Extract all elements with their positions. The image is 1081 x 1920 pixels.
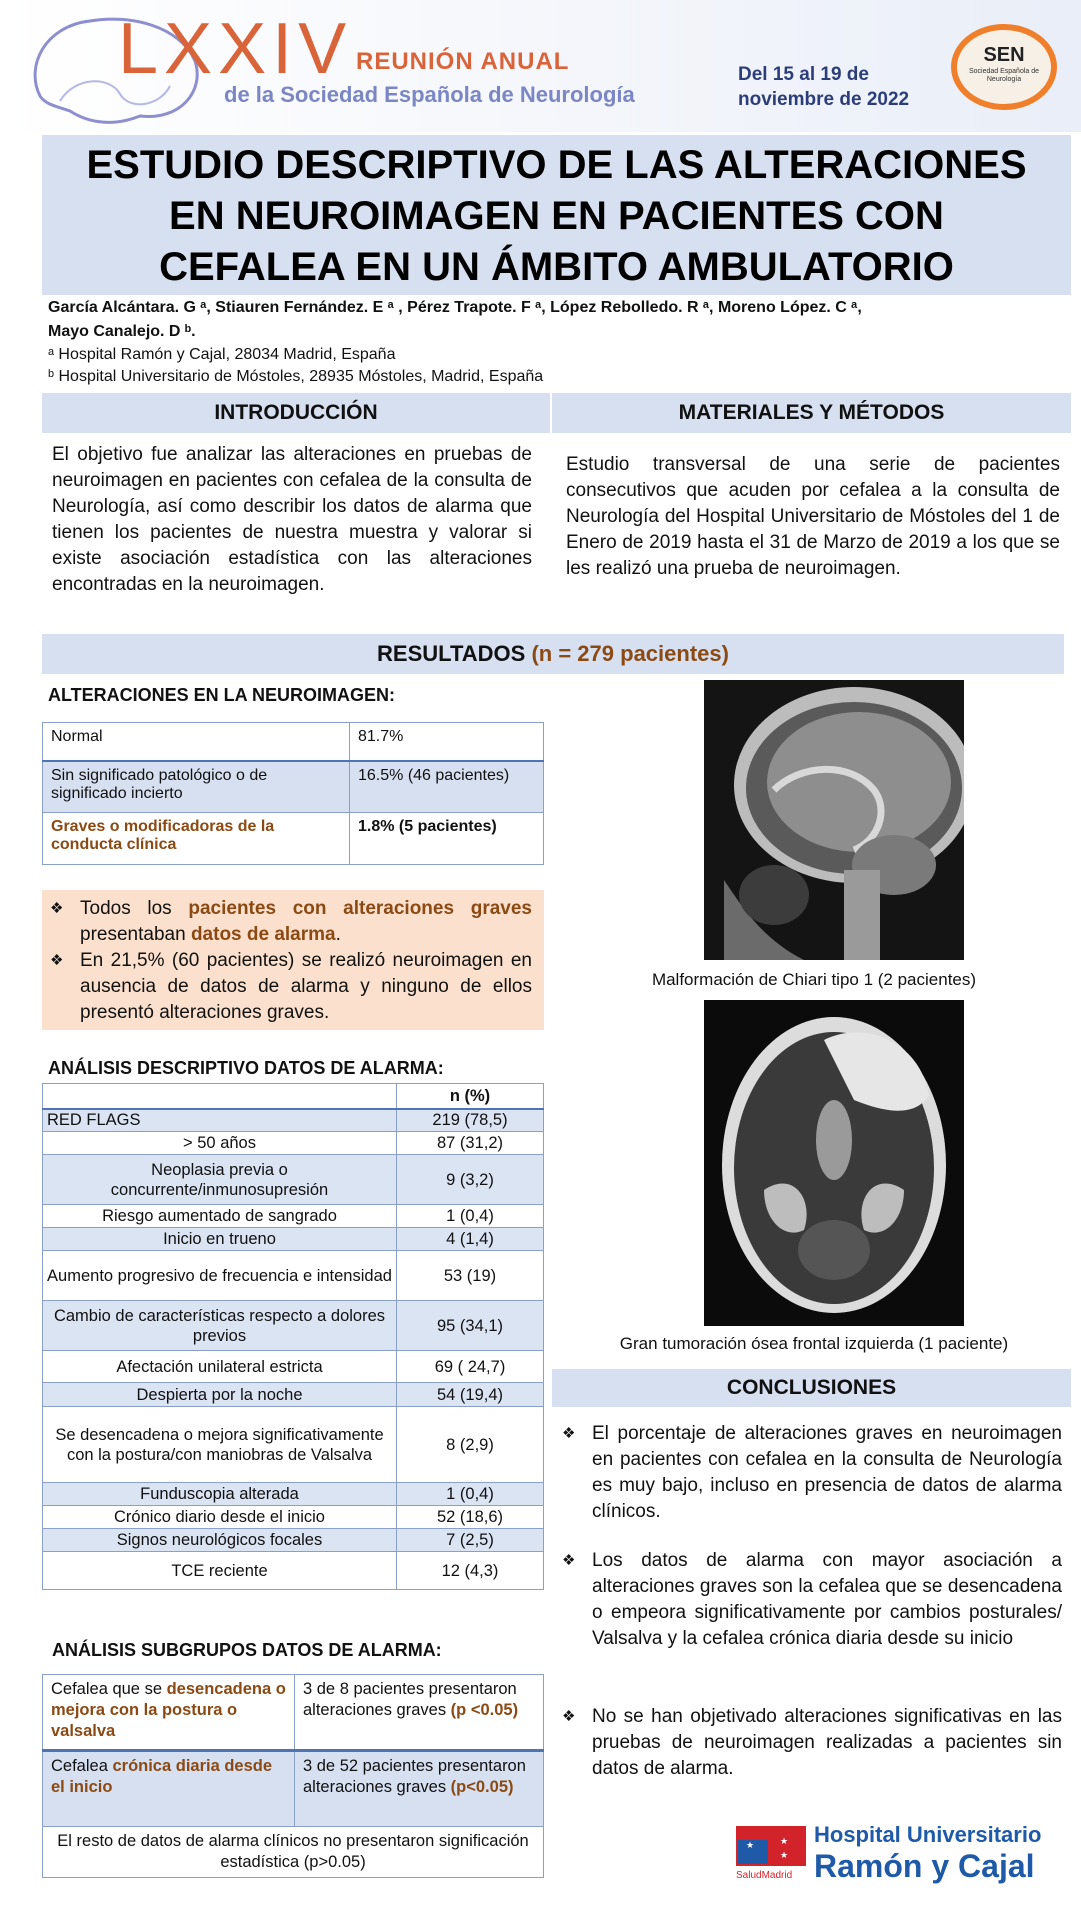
- row-value: 54 (19,4): [397, 1383, 544, 1407]
- row-value-text: 3 de 8 pacientes presentaron alteraciones graves: [303, 1680, 517, 1719]
- mri-sagittal-image: [704, 680, 964, 960]
- table-row: [43, 1506, 544, 1529]
- row-value: 1 (0,4): [397, 1483, 544, 1506]
- bullet-diamond-icon: ❖: [562, 1708, 576, 1725]
- row-label: Afectación unilateral estricta: [43, 1351, 397, 1383]
- row-value: [295, 1675, 544, 1751]
- table-row: [43, 1483, 544, 1506]
- sen-logo-icon: [950, 22, 1058, 112]
- conclusion-text: Los datos de alarma con mayor asociación a alteraciones graves son la cefalea que se desencadena o empeora significativamente por cambios posturales/ Valsalva y la cefalea crónica diaria desde su inicio: [592, 1550, 1062, 1649]
- row-label: Graves o modificadoras de la conducta clínica: [43, 813, 350, 865]
- table-row: [43, 1228, 544, 1251]
- affiliations: [48, 344, 543, 388]
- row-label: Crónico diario desde el inicio: [43, 1506, 397, 1529]
- society-name: de la Sociedad Española de Neurología: [224, 82, 635, 107]
- affiliation-b: ᵇ Hospital Universitario de Móstoles, 28935 Móstoles, Madrid, España: [48, 368, 544, 385]
- list-item: [42, 896, 532, 948]
- authors: [48, 296, 1058, 344]
- alarm-summary-box: [42, 890, 544, 1030]
- row-label: [43, 1675, 295, 1751]
- row-label: > 50 años: [43, 1132, 397, 1155]
- row-label: Riesgo aumentado de sangrado: [43, 1205, 397, 1228]
- row-label: Neoplasia previa o concurrente/inmunosupresión: [43, 1155, 397, 1205]
- table-row: [43, 723, 544, 761]
- table-row: [43, 1383, 544, 1407]
- results-heading: [42, 634, 1064, 674]
- authors-line-1: García Alcántara. G ᵃ, Stiauren Fernández. E ᵃ , Pérez Trapote. F ᵃ, López Rebolledo. R ᵃ, Moreno López. C ᵃ,: [48, 299, 862, 316]
- table-row: [43, 1301, 544, 1351]
- bullet-diamond-icon: ❖: [50, 952, 64, 969]
- column-header: n (%): [397, 1084, 544, 1109]
- saludmadrid-label: SaludMadrid: [736, 1870, 793, 1881]
- table-row: [43, 1351, 544, 1383]
- row-label: Cambio de características respecto a dolores previos: [43, 1301, 397, 1351]
- table-row: [43, 761, 544, 813]
- row-value: 12 (4,3): [397, 1552, 544, 1590]
- image-caption-chiari: Malformación de Chiari tipo 1 (2 pacientes): [651, 970, 977, 989]
- methods-heading: MATERIALES Y MÉTODOS: [552, 393, 1071, 433]
- hospital-name-line-2: Ramón y Cajal: [814, 1848, 1035, 1884]
- row-label: Signos neurológicos focales: [43, 1529, 397, 1552]
- table-row: [43, 1109, 544, 1132]
- subgroups-table: [42, 1674, 544, 1878]
- row-value: [295, 1751, 544, 1827]
- intro-heading: INTRODUCCIÓN: [42, 393, 550, 433]
- row-value: 95 (34,1): [397, 1301, 544, 1351]
- svg-text:★: ★: [780, 1837, 789, 1847]
- list-item: [42, 948, 532, 1026]
- bullet-diamond-icon: ❖: [50, 900, 64, 917]
- bullet-diamond-icon: ❖: [562, 1425, 576, 1442]
- conclusion-item: [562, 1421, 1062, 1525]
- bullet-diamond-icon: ❖: [562, 1552, 576, 1569]
- dates-line-2: noviembre de 2022: [738, 89, 910, 110]
- row-label-highlight: crónica diaria desde el inicio: [51, 1757, 273, 1796]
- congress-dates: [738, 62, 909, 112]
- row-label: Se desencadena o mejora significativamente con la postura/con maniobras de Valsalva: [43, 1407, 397, 1483]
- table-row: [43, 1251, 544, 1301]
- descriptive-heading: ANÁLISIS DESCRIPTIVO DATOS DE ALARMA:: [48, 1058, 444, 1078]
- row-value: 9 (3,2): [397, 1155, 544, 1205]
- mri-sagittal-icon: [704, 680, 964, 960]
- ct-axial-icon: [704, 1000, 964, 1326]
- row-label: Aumento progresivo de frecuencia e intensidad: [43, 1251, 397, 1301]
- p-value: (p <0.05): [450, 1701, 519, 1719]
- table-row: [43, 1205, 544, 1228]
- p-value: (p<0.05): [450, 1778, 514, 1796]
- row-label: [43, 1751, 295, 1827]
- madrid-stars-icon: [736, 1826, 806, 1866]
- table-footer: El resto de datos de alarma clínicos no presentaron significación estadística (p>0.05): [43, 1827, 544, 1878]
- table-row: [43, 1529, 544, 1552]
- conclusion-item: [562, 1704, 1062, 1782]
- svg-text:★: ★: [746, 1841, 755, 1851]
- hospital-name-line-1: Hospital Universitario: [814, 1822, 1042, 1847]
- header-empty-cell: [43, 1084, 397, 1109]
- subgroups-heading: ANÁLISIS SUBGRUPOS DATOS DE ALARMA:: [52, 1640, 442, 1660]
- bullet-highlight: pacientes con alteraciones graves: [188, 898, 532, 919]
- ct-axial-image: [704, 1000, 964, 1326]
- row-label-highlight: desencadena o mejora con la postura o valsalva: [51, 1680, 286, 1740]
- row-label-text: Cefalea que se: [51, 1680, 162, 1698]
- row-label: Sin significado patológico o de significado incierto: [43, 761, 350, 813]
- row-value: 8 (2,9): [397, 1407, 544, 1483]
- table-header-row: [43, 1084, 544, 1109]
- bullet-text: En 21,5% (60 pacientes) se realizó neuroimagen en ausencia de datos de alarma y ninguno de ellos presentó alteraciones graves.: [80, 950, 532, 1023]
- bullet-highlight: datos de alarma: [190, 924, 336, 945]
- dates-line-1: Del 15 al 19 de: [738, 64, 869, 85]
- conclusion-text: No se han objetivado alteraciones significativas en las pruebas de neuroimagen realizadas a pacientes sin datos de alarma.: [592, 1706, 1062, 1779]
- conclusions-heading: CONCLUSIONES: [552, 1369, 1071, 1407]
- row-value: 53 (19): [397, 1251, 544, 1301]
- conclusion-item: [562, 1548, 1062, 1652]
- row-value: 4 (1,4): [397, 1228, 544, 1251]
- row-label: Inicio en trueno: [43, 1228, 397, 1251]
- bullet-text: .: [335, 924, 341, 945]
- row-value: 87 (31,2): [397, 1132, 544, 1155]
- table-row: [43, 1132, 544, 1155]
- congress-subtitle: REUNIÓN ANUAL: [356, 48, 570, 75]
- sen-logo-sub: Sociedad Española de Neurología: [968, 68, 1040, 83]
- table-row: [43, 1552, 544, 1590]
- bullet-text: Todos los: [80, 898, 172, 919]
- conclusion-text: El porcentaje de alteraciones graves en neuroimagen en pacientes con cefalea en la consulta de Neurología es muy bajo, incluso en presencia de datos de alarma clínicos.: [592, 1423, 1062, 1522]
- table-row: [43, 1675, 544, 1751]
- neuro-heading: ALTERACIONES EN LA NEUROIMAGEN:: [48, 685, 396, 705]
- neuroimaging-table: [42, 722, 544, 865]
- authors-line-2: Mayo Canalejo. D ᵇ.: [48, 323, 196, 340]
- sen-logo: [950, 22, 1058, 112]
- row-value: 16.5% (46 pacientes): [350, 761, 544, 813]
- row-value: 219 (78,5): [397, 1109, 544, 1132]
- row-label: Funduscopia alterada: [43, 1483, 397, 1506]
- methods-text: Estudio transversal de una serie de pacientes consecutivos que acuden por cefalea a la consulta de Neurología del Hospital Universitario de Móstoles del 1 de Enero de 2019 hasta el 31 de Marzo de 2019 a los que se les realizó una prueba de neuroimagen.: [566, 454, 1060, 579]
- congress-number: LXXIV: [118, 9, 353, 89]
- title-line-3: CEFALEA EN UN ÁMBITO AMBULATORIO: [159, 245, 954, 289]
- row-value-text: 3 de 52 pacientes presentaron alteraciones graves: [303, 1757, 526, 1796]
- title-line-2: EN NEUROIMAGEN EN PACIENTES CON: [169, 194, 944, 238]
- results-n: (n = 279 pacientes): [531, 641, 729, 666]
- row-value: 52 (18,6): [397, 1506, 544, 1529]
- row-label: TCE reciente: [43, 1552, 397, 1590]
- sen-logo-text: SEN: [983, 44, 1025, 66]
- poster-title: [42, 140, 1071, 293]
- row-value: 81.7%: [350, 723, 544, 761]
- alarm-descriptive-table: [42, 1083, 544, 1590]
- bullet-text: presentaban: [80, 924, 186, 945]
- row-label-text: Cefalea: [51, 1757, 108, 1775]
- svg-text:★: ★: [780, 1851, 789, 1861]
- row-label: Despierta por la noche: [43, 1383, 397, 1407]
- row-value: 1 (0,4): [397, 1205, 544, 1228]
- congress-banner: [0, 0, 1081, 132]
- table-row: [43, 1155, 544, 1205]
- title-line-1: ESTUDIO DESCRIPTIVO DE LAS ALTERACIONES: [86, 143, 1027, 187]
- row-value: 69 ( 24,7): [397, 1351, 544, 1383]
- hospital-logo: [736, 1822, 1066, 1892]
- table-row: [43, 1751, 544, 1827]
- results-title: RESULTADOS: [377, 641, 526, 666]
- affiliation-a: ᵃ Hospital Ramón y Cajal, 28034 Madrid, España: [48, 346, 396, 363]
- row-value: 1.8% (5 pacientes): [350, 813, 544, 865]
- table-row: [43, 1827, 544, 1878]
- table-row: [43, 1407, 544, 1483]
- image-caption-tumor: Gran tumoración ósea frontal izquierda (1 paciente): [619, 1334, 1009, 1353]
- row-value: 7 (2,5): [397, 1529, 544, 1552]
- row-label: Normal: [43, 723, 350, 761]
- row-label: RED FLAGS: [43, 1109, 397, 1132]
- table-row: [43, 813, 544, 865]
- intro-text: El objetivo fue analizar las alteraciones en pruebas de neuroimagen en pacientes con cefalea de la consulta de Neurología, así como describir los datos de alarma que tienen los pacientes de nuestra muestra y valorar si existe asociación estadística con las alteraciones encontradas en la neuroimagen.: [52, 444, 532, 595]
